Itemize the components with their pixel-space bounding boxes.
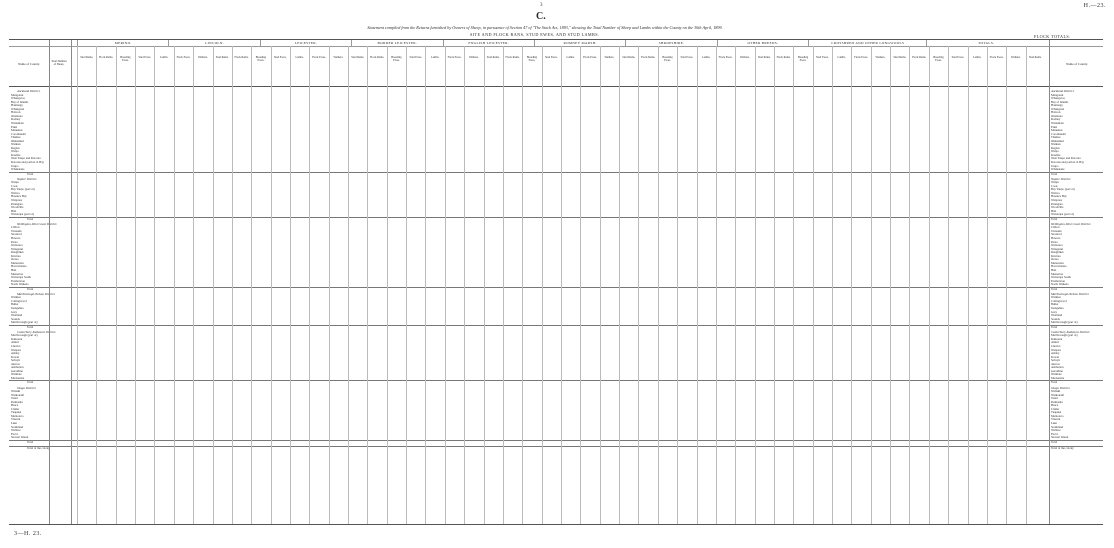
column-subheader: Stud Rams. xyxy=(80,56,94,59)
county-name: Akaroa xyxy=(11,362,20,366)
breed-group-header: OTHER BREEDS. xyxy=(717,40,808,46)
county-name-right: Manukau xyxy=(1051,129,1063,133)
county-name: Hokianga xyxy=(11,104,23,108)
county-name: Oroua xyxy=(11,258,19,262)
column-subheader: Flock Ewes. xyxy=(989,56,1004,59)
county-name: Stratford xyxy=(11,233,22,237)
county-name: Ohinemuri xyxy=(11,139,24,143)
column-subheader: Flock Rams. xyxy=(234,56,249,59)
breed-group-header: LEICESTER. xyxy=(260,40,351,46)
county-name-right: Horowhenua xyxy=(1051,265,1067,269)
county-name-right: Waimea xyxy=(1051,296,1061,300)
county-name-right: Wellington-West Coast District. xyxy=(1051,222,1092,226)
column-subheader: Breeding Ewes. xyxy=(255,56,267,63)
county-name-right: Collingwood xyxy=(1051,299,1067,303)
county-name: Otago District. xyxy=(17,386,37,390)
county-name-right: Cheviot xyxy=(1051,344,1061,348)
county-name-right: Hutt xyxy=(1051,209,1057,213)
column-subheader: Flock Rams. xyxy=(505,56,520,59)
county-name: Wairarapa (part of) xyxy=(11,213,34,217)
county-name-right: Cook xyxy=(1051,184,1058,188)
column-subheader: Stud Ewes. xyxy=(951,56,965,59)
column-subheader: Stud Rams. xyxy=(1028,56,1042,59)
county-name: Sounds xyxy=(11,317,20,321)
county-name: Thames xyxy=(11,136,21,140)
county-name: Hawera xyxy=(11,237,21,240)
county-name-right: Waikato xyxy=(1051,143,1061,147)
county-name-right: Whangaroa xyxy=(1051,97,1065,101)
county-name: Otamatea xyxy=(11,114,23,118)
county-name: Total xyxy=(27,381,34,385)
column-subheader: Stud Ewes. xyxy=(409,56,423,59)
county-name: Marlborough-Nelson District. xyxy=(17,292,56,296)
county-name-right: Rodney xyxy=(1051,118,1061,122)
county-name-right: Marlborough (part of) xyxy=(1051,334,1078,338)
county-name-right: Auckland District. xyxy=(1051,90,1075,93)
county-name-right: Hokianga xyxy=(1051,104,1063,108)
column-subheader: Lambs. xyxy=(295,56,304,59)
county-name-right: Wallace xyxy=(1051,429,1061,433)
county-name-right: Taupo xyxy=(1051,164,1059,168)
county-name-right: Stratford xyxy=(1051,233,1062,237)
county-name-right: Hutt xyxy=(1051,268,1057,272)
county-name: Geraldine xyxy=(11,369,23,373)
county-name-right: Waimate xyxy=(1051,373,1062,377)
county-name: Marlborough (part of) xyxy=(11,334,38,338)
county-name-right: Wairarapa South xyxy=(1051,276,1072,280)
column-subheader: Wethers. xyxy=(333,56,344,59)
breed-group-header: BORDER LEICESTER. xyxy=(351,40,442,46)
county-name: Total xyxy=(27,287,34,291)
county-name-right: Kawhia xyxy=(1051,153,1061,157)
county-name-right: Eden xyxy=(1051,125,1058,129)
county-name-right: Coromandel xyxy=(1051,132,1066,136)
county-name: Inangahua xyxy=(11,306,24,310)
column-subheader: Flock Ewes. xyxy=(447,56,462,59)
county-name-right: Amuri xyxy=(1051,341,1059,345)
column-subheader: Stud Rams. xyxy=(893,56,907,59)
breed-group-header: SHROPSHIRE. xyxy=(625,40,716,46)
county-name-right: Selwyn xyxy=(1051,359,1060,363)
county-name-right: Total xyxy=(1051,217,1058,221)
county-name: West Taupo and Rotorua xyxy=(11,157,41,161)
column-subheader: Flock Ewes. xyxy=(583,56,597,59)
county-name-right: Total xyxy=(1051,287,1058,291)
county-name-right: Grey xyxy=(1051,310,1057,314)
column-subheader: Breeding Ewes. xyxy=(391,56,402,63)
county-name: Whakatane xyxy=(11,168,25,172)
county-name: Hutt xyxy=(11,209,17,213)
county-name-right: Sounds xyxy=(1051,317,1060,321)
column-subheader: Flock Ewes. xyxy=(718,56,733,59)
county-name: Coromandel xyxy=(11,132,26,136)
county-name: Kowai xyxy=(11,355,19,359)
county-name-right: Canterbury-Kaikoura District. xyxy=(1051,330,1091,334)
column-subheader: Lambs. xyxy=(837,56,846,59)
column-subheader: Breeding Ewes. xyxy=(526,56,538,63)
column-subheader: Breeding Ewes. xyxy=(662,56,673,63)
county-name: Peninsula xyxy=(11,400,23,404)
column-subheader: Wethers. xyxy=(468,56,479,59)
county-name: Rangitikei xyxy=(11,251,24,255)
county-name: Mangonui xyxy=(11,93,24,97)
column-subheader: Flock Ewes. xyxy=(312,56,326,59)
county-name-right: Thames xyxy=(1051,136,1061,140)
county-name: Bruce xyxy=(11,404,19,408)
county-name-right: Whangarei xyxy=(1051,107,1065,111)
county-name: Featherston xyxy=(11,279,25,283)
column-subheader: Breeding Ewes. xyxy=(797,56,809,63)
total-sheep-column-header: Total Number of Sheep. xyxy=(51,60,67,67)
county-name: Ashburton xyxy=(11,366,24,370)
column-subheader: Stud Ewes. xyxy=(680,56,694,59)
county-name-right: Taranaki xyxy=(1051,229,1062,233)
column-subheader: Wethers. xyxy=(604,56,615,59)
column-subheader: Breeding Ewes. xyxy=(933,56,944,63)
county-name-right: Hobson xyxy=(1051,111,1061,115)
county-name: Cheviot xyxy=(11,344,21,348)
county-name-right: Maniototo xyxy=(1051,414,1064,418)
county-name-right: Manawatu xyxy=(1051,261,1064,265)
county-name: Tuapeka xyxy=(11,411,22,415)
county-name: Lake xyxy=(11,422,17,425)
county-name: Total of the colony xyxy=(27,446,50,450)
county-name: Selwyn xyxy=(11,359,20,363)
breed-group-header: CROSSBRED AND OTHER LONGWOOLS xyxy=(808,40,926,46)
county-name-right: Waitemata xyxy=(1051,121,1064,125)
column-subheader: Wethers. xyxy=(740,56,750,59)
county-name: Wallace xyxy=(11,429,21,433)
county-name-right: Patangata xyxy=(1051,202,1063,206)
county-name: Waitaki xyxy=(11,390,21,394)
county-name-right: Waipu xyxy=(1051,181,1059,185)
county-name-right: Masterton xyxy=(1051,272,1064,276)
county-name: Waipawa xyxy=(11,199,23,202)
county-name-right: Otamatea xyxy=(1051,114,1063,118)
county-name: Collingwood xyxy=(11,299,27,303)
county-name: Waitotara xyxy=(11,244,23,248)
county-name-right: Waipa xyxy=(1051,150,1059,154)
column-subheader: Stud Ewes. xyxy=(545,56,558,59)
column-subheader: Stud Rams. xyxy=(622,56,636,59)
county-name: Wanganui xyxy=(11,247,24,251)
county-name-right: Waitotara xyxy=(1051,244,1063,248)
county-name-right: Napier District. xyxy=(1051,177,1072,181)
county-name-right: Lake xyxy=(1051,422,1057,425)
county-name-right: Clutha xyxy=(1051,407,1059,411)
county-name: Clifton xyxy=(11,226,20,230)
column-subheader: Lambs. xyxy=(702,56,711,59)
column-subheader: Wethers. xyxy=(1011,56,1021,59)
column-subheader: Breeding Ewes. xyxy=(120,56,131,63)
county-name-right: Kaikoura xyxy=(1051,337,1063,341)
county-name: Southland xyxy=(11,425,24,429)
county-name: Wairoa xyxy=(11,191,20,195)
county-column-header-right: Name of County. xyxy=(1066,62,1088,66)
column-subheader: Lambs. xyxy=(973,56,982,59)
county-name: Cook xyxy=(11,184,18,188)
breed-group-header: ROMNEY MARSH. xyxy=(534,40,625,46)
document-reference: H.—23. xyxy=(1083,3,1106,9)
page-number: 3 xyxy=(540,3,543,8)
county-name: Total xyxy=(27,172,34,176)
county-name: Rotorua and portion of Bay xyxy=(11,161,44,164)
county-name: Hawke's Bay xyxy=(11,195,27,199)
county-column-header: Name of County. xyxy=(18,62,40,66)
county-name-right: Akaroa xyxy=(1051,362,1060,366)
column-subheader: Stud Rams. xyxy=(215,56,229,59)
county-name: Clutha xyxy=(11,407,19,411)
county-name: Patea xyxy=(11,240,18,244)
breed-group-header: ENGLISH LEICESTER. xyxy=(443,40,534,46)
breed-group-header: MERINO. xyxy=(77,40,168,46)
county-name-right: Total xyxy=(1051,440,1058,444)
county-name: Mackenzie xyxy=(11,376,25,380)
column-subheader: Wethers. xyxy=(875,56,886,59)
county-name: Masterton xyxy=(11,272,24,276)
county-name: Westland xyxy=(11,314,23,318)
column-subheader: Stud Rams. xyxy=(486,56,500,59)
county-name-right: Fiord xyxy=(1051,432,1058,436)
county-name: Hutt xyxy=(11,268,17,272)
county-name-right: Wairarapa (part of) xyxy=(1051,213,1074,217)
county-name-right: Ashley xyxy=(1051,352,1060,356)
county-name-right: Taieri xyxy=(1051,397,1058,401)
county-name-right: North Waikato xyxy=(1051,283,1069,287)
county-name-right: Kiwitea xyxy=(1051,254,1061,258)
county-name-right: Oroua xyxy=(1051,258,1059,262)
column-subheader: Stud Rams. xyxy=(757,56,771,59)
county-name-right: Bay of Islands xyxy=(1051,100,1069,104)
county-name: Manukau xyxy=(11,129,23,133)
county-name: Napier District. xyxy=(17,177,38,181)
column-subheader: Flock Rams. xyxy=(370,56,385,59)
table-description: Statement compiled from the Returns furnished by Owners of Sheep, in pursuance of Section 47 of "The Stock Act, 1893," showing the Total Number of Sheep and Lambs within the County on the 30th April, 1899. xyxy=(367,25,723,30)
county-name: Wairarapa South xyxy=(11,276,32,280)
county-name-right: Total xyxy=(1051,325,1058,329)
county-name-right: Rotorua and portion of Bay xyxy=(1051,161,1084,164)
county-name: Taieri xyxy=(11,397,18,401)
county-name-right: Rangitikei xyxy=(1051,251,1064,255)
county-name: Waitemata xyxy=(11,121,24,125)
county-name: Kiwitea xyxy=(11,254,21,258)
county-name-right: Marlborough (part of) xyxy=(1051,321,1078,325)
table-number: C. xyxy=(536,11,546,22)
county-name: North Waikato xyxy=(11,283,29,287)
county-name: Total xyxy=(27,440,34,444)
county-name-right: Bay Taupo (part of) xyxy=(1051,188,1075,192)
county-name: Total xyxy=(27,217,34,221)
county-name: Auckland District. xyxy=(17,90,41,93)
county-name: Taupo xyxy=(11,164,19,168)
county-name: Waimea xyxy=(11,296,21,300)
flock-totals-heading: FLOCK TOTALS. xyxy=(1034,34,1071,39)
county-name: Horowhenua xyxy=(11,265,27,269)
county-name-right: Kowai xyxy=(1051,355,1059,359)
column-subheader: Flock Rams. xyxy=(641,56,656,59)
county-name: Kawhia xyxy=(11,153,21,157)
county-name-right: Tuapeka xyxy=(1051,411,1062,415)
county-name-right: Mangonui xyxy=(1051,93,1064,97)
county-name-right: Inangahua xyxy=(1051,306,1064,310)
column-subheader: Flock Rams. xyxy=(98,56,114,59)
county-name-right: Hawke's Bay xyxy=(1051,195,1067,199)
county-name-right: Featherston xyxy=(1051,279,1065,283)
breed-group-header: TOTALS. xyxy=(926,40,1044,46)
county-name: Total xyxy=(27,325,34,329)
county-name-right: Wanganui xyxy=(1051,247,1064,251)
county-name: Woodville xyxy=(11,206,24,210)
county-name-right: Whakatane xyxy=(1051,168,1065,172)
breed-group-header: LINCOLN. xyxy=(168,40,259,46)
county-name-right: Waipawa xyxy=(1051,199,1063,202)
county-name: Wellington-West Coast District. xyxy=(17,222,58,226)
county-name-right: Geraldine xyxy=(1051,369,1063,373)
column-subheader: Stud Rams. xyxy=(351,56,365,59)
county-name-right: Stewart Island xyxy=(1051,436,1069,440)
county-name-right: Ashburton xyxy=(1051,366,1064,370)
county-name: Ashley xyxy=(11,352,20,356)
county-name: Buller xyxy=(11,303,19,307)
column-subheader: Stud Ewes. xyxy=(816,56,829,59)
county-name-right: Southland xyxy=(1051,425,1064,429)
county-name: Bay Taupo (part of) xyxy=(11,188,35,192)
column-subheader: Lambs. xyxy=(159,56,169,59)
county-name-right: Clifton xyxy=(1051,226,1060,230)
column-subheader: Stud Ewes. xyxy=(273,56,287,59)
county-name: Waipara xyxy=(11,348,21,352)
county-name: Canterbury-Kaikoura District. xyxy=(17,330,57,334)
county-name-right: Waitaki xyxy=(1051,390,1061,394)
county-name: Waimate xyxy=(11,373,22,377)
county-name-right: Total xyxy=(1051,381,1058,385)
column-subheader: Flock Rams. xyxy=(776,56,791,59)
county-name: Hobson xyxy=(11,111,21,115)
county-name-right: Mackenzie xyxy=(1051,376,1065,380)
column-subheader: Flock Ewes. xyxy=(176,56,191,59)
county-name: Grey xyxy=(11,310,17,314)
county-name-right: Total xyxy=(1051,172,1058,176)
county-name-right: Ohinemuri xyxy=(1051,139,1064,143)
county-name-right: Bruce xyxy=(1051,404,1059,408)
county-name: Fiord xyxy=(11,432,18,436)
county-name-right: West Taupo and Rotorua xyxy=(1051,157,1081,161)
county-name: Waipu xyxy=(11,181,19,185)
footer-reference: 3—H. 23. xyxy=(14,531,42,537)
county-name-right: Hawera xyxy=(1051,237,1061,240)
county-name: Amuri xyxy=(11,341,19,345)
sheep-returns-table xyxy=(9,39,1103,525)
county-name: Marlborough (part of) xyxy=(11,321,38,325)
county-name: Kaikoura xyxy=(11,337,23,341)
column-subheader: Flock Ewes. xyxy=(854,56,868,59)
county-name: Maniototo xyxy=(11,414,24,418)
county-name: Whangaroa xyxy=(11,97,25,101)
county-name: Bay of Islands xyxy=(11,100,29,104)
column-subheader: Stud Ewes. xyxy=(138,56,152,59)
county-name: Eden xyxy=(11,125,18,129)
county-name-right: Peninsula xyxy=(1051,400,1063,404)
county-name-right: Waikouaiti xyxy=(1051,393,1065,397)
column-subheader: Lambs. xyxy=(566,56,575,59)
county-name-right: Wairoa xyxy=(1051,191,1060,195)
county-name: Rodney xyxy=(11,118,21,122)
column-subheader: Lambs. xyxy=(430,56,440,59)
county-name-right: Woodville xyxy=(1051,206,1064,210)
county-name-right: Buller xyxy=(1051,303,1059,307)
county-name-right: Patea xyxy=(1051,240,1058,244)
county-name-right: Otago District. xyxy=(1051,386,1071,390)
county-name-right: Vincent xyxy=(1051,418,1061,422)
county-name-right: Waipara xyxy=(1051,348,1061,352)
column-subheader: Flock Rams. xyxy=(912,56,927,59)
county-name: Raglan xyxy=(11,146,20,150)
county-name: Patangata xyxy=(11,202,23,206)
county-name-right: Total of the colony xyxy=(1051,446,1074,450)
county-name-right: Westland xyxy=(1051,314,1063,318)
county-name: Taranaki xyxy=(11,229,22,233)
county-name-right: Marlborough-Nelson District. xyxy=(1051,292,1090,296)
county-name: Waikouaiti xyxy=(11,393,25,397)
county-name-right: Raglan xyxy=(1051,146,1060,150)
county-name: Waikato xyxy=(11,143,21,147)
table-subheading: SITE AND FLOCK BANS, STUD EWES, AND STUD LAMBS. xyxy=(470,32,600,37)
county-name: Stewart Island xyxy=(11,436,29,440)
county-name: Waipa xyxy=(11,150,19,154)
county-name: Vincent xyxy=(11,418,21,422)
county-name: Manawatu xyxy=(11,261,24,265)
county-name: Whangarei xyxy=(11,107,25,111)
column-subheader: Wethers. xyxy=(197,56,208,59)
